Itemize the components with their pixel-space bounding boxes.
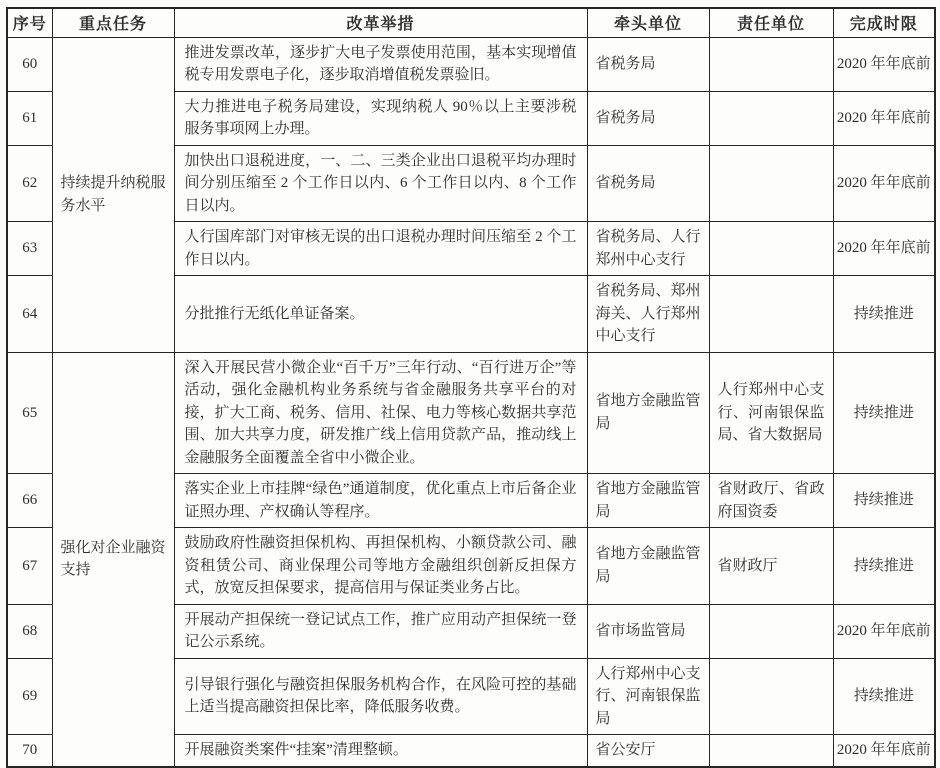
row-number: 67 xyxy=(7,528,52,605)
deadline-cell: 持续推进 xyxy=(833,352,935,474)
responsible-unit-cell xyxy=(709,91,833,145)
deadline-cell: 2020 年年底前 xyxy=(833,735,935,767)
table-header-row xyxy=(7,8,935,37)
row-number: 61 xyxy=(7,91,52,145)
table-row xyxy=(7,352,935,474)
row-number: 69 xyxy=(7,658,52,735)
header-deadline: 完成时限 xyxy=(833,8,935,37)
row-number: 70 xyxy=(7,735,52,767)
lead-unit-cell: 省市场监管局 xyxy=(587,604,709,658)
responsible-unit-cell: 省财政厅、省政府国资委 xyxy=(709,474,833,528)
lead-unit-cell: 省地方金融监管局 xyxy=(587,352,709,474)
measure-cell: 分批推行无纸化单证备案。 xyxy=(174,276,587,353)
responsible-unit-cell: 省财政厅 xyxy=(709,528,833,605)
header-responsible-unit: 责任单位 xyxy=(709,8,833,37)
lead-unit-cell: 省税务局、人行郑州中心支行 xyxy=(587,222,709,276)
lead-unit-cell: 人行郑州中心支行、河南银保监局 xyxy=(587,658,709,735)
lead-unit-cell: 省税务局 xyxy=(587,91,709,145)
deadline-cell: 持续推进 xyxy=(833,474,935,528)
lead-unit-cell: 省税务局、郑州海关、人行郑州中心支行 xyxy=(587,276,709,353)
lead-unit-cell: 省税务局 xyxy=(587,37,709,91)
deadline-cell: 2020 年年底前 xyxy=(833,37,935,91)
measure-cell: 加快出口退税进度，一、二、三类企业出口退税平均办理时间分别压缩至 2 个工作日以内、6 个工作日以内、8 个工作日以内。 xyxy=(174,145,587,222)
lead-unit-cell: 省税务局 xyxy=(587,145,709,222)
table-row xyxy=(7,37,935,91)
responsible-unit-cell xyxy=(709,658,833,735)
deadline-cell: 2020 年年底前 xyxy=(833,145,935,222)
lead-unit-cell: 省地方金融监管局 xyxy=(587,528,709,605)
measure-cell: 鼓励政府性融资担保机构、再担保机构、小额贷款公司、融资租赁公司、商业保理公司等地方金融组织创新反担保方式，放宽反担保要求，提高信用与保证类业务占比。 xyxy=(174,528,587,605)
row-number: 60 xyxy=(7,37,52,91)
deadline-cell: 2020 年年底前 xyxy=(833,222,935,276)
measure-cell: 大力推进电子税务局建设，实现纳税人 90％以上主要涉税服务事项网上办理。 xyxy=(174,91,587,145)
row-number: 66 xyxy=(7,474,52,528)
measure-cell: 人行国库部门对审核无误的出口退税办理时间压缩至 2 个工作日以内。 xyxy=(174,222,587,276)
row-number: 62 xyxy=(7,145,52,222)
lead-unit-cell: 省地方金融监管局 xyxy=(587,474,709,528)
task-group-label: 持续提升纳税服务水平 xyxy=(52,37,174,352)
header-measure: 改革举措 xyxy=(174,8,587,37)
responsible-unit-cell: 人行郑州中心支行、河南银保监局、省大数据局 xyxy=(709,352,833,474)
responsible-unit-cell xyxy=(709,145,833,222)
row-number: 64 xyxy=(7,276,52,353)
task-group-label: 强化对企业融资支持 xyxy=(52,352,174,767)
measure-cell: 深入开展民营小微企业“百千万”三年行动、“百行进万企”等活动，强化金融机构业务系统与省金融服务共享平台的对接，扩大工商、税务、信用、社保、电力等核心数据共享范围、加大共享力度，研发推广线上信用贷款产品，推动线上金融服务全面覆盖全省中小微企业。 xyxy=(174,352,587,474)
header-task: 重点任务 xyxy=(52,8,174,37)
responsible-unit-cell xyxy=(709,735,833,767)
deadline-cell: 持续推进 xyxy=(833,276,935,353)
measure-cell: 推进发票改革，逐步扩大电子发票使用范围，基本实现增值税专用发票电子化，逐步取消增值税发票验旧。 xyxy=(174,37,587,91)
deadline-cell: 2020 年年底前 xyxy=(833,604,935,658)
deadline-cell: 2020 年年底前 xyxy=(833,91,935,145)
header-no: 序号 xyxy=(7,8,52,37)
deadline-cell: 持续推进 xyxy=(833,528,935,605)
deadline-cell: 持续推进 xyxy=(833,658,935,735)
document-page xyxy=(6,7,934,768)
responsible-unit-cell xyxy=(709,222,833,276)
row-number: 63 xyxy=(7,222,52,276)
reform-measures-table xyxy=(6,7,936,768)
measure-cell: 开展动产担保统一登记试点工作，推广应用动产担保统一登记公示系统。 xyxy=(174,604,587,658)
lead-unit-cell: 省公安厅 xyxy=(587,735,709,767)
responsible-unit-cell xyxy=(709,37,833,91)
row-number: 65 xyxy=(7,352,52,474)
responsible-unit-cell xyxy=(709,276,833,353)
measure-cell: 开展融资类案件“挂案”清理整顿。 xyxy=(174,735,587,767)
row-number: 68 xyxy=(7,604,52,658)
responsible-unit-cell xyxy=(709,604,833,658)
header-lead-unit: 牵头单位 xyxy=(587,8,709,37)
measure-cell: 落实企业上市挂牌“绿色”通道制度，优化重点上市后备企业证照办理、产权确认等程序。 xyxy=(174,474,587,528)
measure-cell: 引导银行强化与融资担保服务机构合作，在风险可控的基础上适当提高融资担保比率，降低服务收费。 xyxy=(174,658,587,735)
